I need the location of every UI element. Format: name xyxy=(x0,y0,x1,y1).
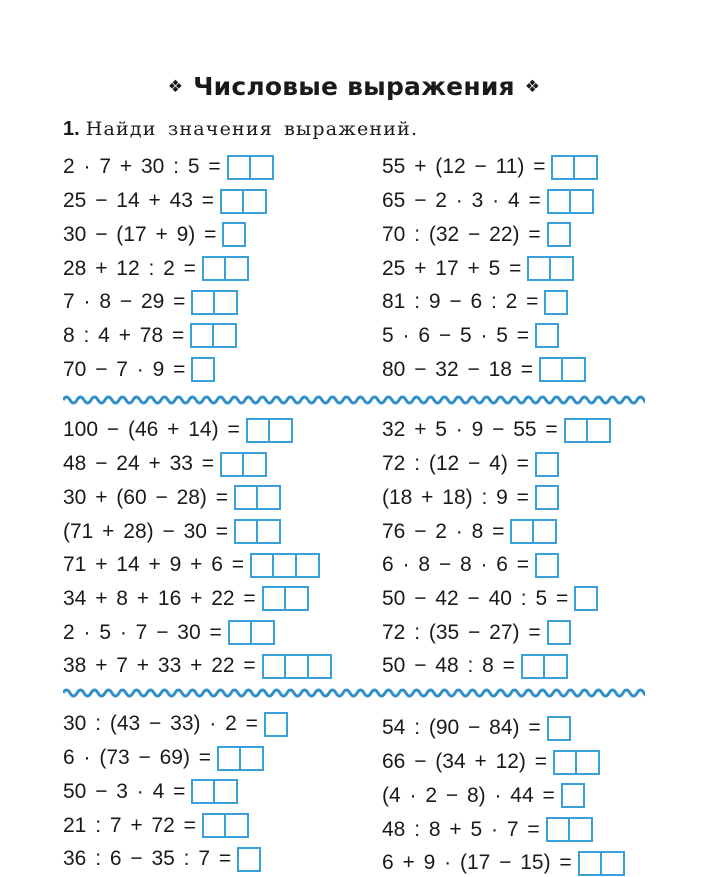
answer-digit-box[interactable] xyxy=(244,189,267,214)
expression-text: 8 : 4 + 78 = xyxy=(63,323,185,347)
answer-digit-box[interactable] xyxy=(220,189,244,214)
answer-digit-box[interactable] xyxy=(228,620,252,645)
expression-row xyxy=(382,849,625,877)
expression-text: 21 : 7 + 72 = xyxy=(63,813,196,837)
answer-boxes xyxy=(539,357,586,382)
expression-row xyxy=(382,187,594,215)
answer-boxes xyxy=(262,586,309,611)
answer-digit-box[interactable] xyxy=(545,654,568,679)
expression-row xyxy=(63,187,267,215)
answer-digit-box[interactable] xyxy=(202,813,226,838)
expression-row xyxy=(382,483,559,511)
expression-text: 30 + (60 − 28) = xyxy=(63,485,229,509)
expression-text: 80 − 32 − 18 = xyxy=(382,357,534,381)
answer-boxes xyxy=(547,222,571,247)
answer-boxes xyxy=(574,586,598,611)
diamond-ornament-icon: ❖ xyxy=(167,77,184,97)
wave-divider xyxy=(63,686,645,700)
expression-row xyxy=(63,777,238,805)
answer-boxes xyxy=(202,256,249,281)
answer-digit-box[interactable] xyxy=(258,485,281,510)
task-heading xyxy=(63,118,418,141)
answer-boxes xyxy=(222,222,246,247)
answer-digit-box[interactable] xyxy=(535,485,559,510)
answer-digit-box[interactable] xyxy=(237,847,261,872)
answer-boxes xyxy=(544,290,568,315)
expression-row xyxy=(382,517,557,545)
expression-text: 25 − 14 + 43 = xyxy=(63,189,215,213)
expression-row xyxy=(63,585,309,613)
title-text: Числовые выражения xyxy=(193,72,515,101)
answer-digit-box[interactable] xyxy=(553,750,577,775)
answer-boxes xyxy=(220,452,267,477)
answer-digit-box[interactable] xyxy=(258,519,281,544)
answer-boxes xyxy=(578,851,625,876)
answer-digit-box[interactable] xyxy=(191,779,215,804)
answer-boxes xyxy=(547,620,571,645)
answer-digit-box[interactable] xyxy=(551,155,575,180)
answer-digit-box[interactable] xyxy=(535,452,559,477)
expression-row xyxy=(382,322,559,350)
answer-digit-box[interactable] xyxy=(241,746,264,771)
answer-digit-box[interactable] xyxy=(202,256,226,281)
answer-digit-box[interactable] xyxy=(563,357,586,382)
answer-boxes xyxy=(191,779,238,804)
expression-text: 30 − (17 + 9) = xyxy=(63,222,217,246)
answer-digit-box[interactable] xyxy=(551,256,574,281)
answer-digit-box[interactable] xyxy=(539,357,563,382)
expression-row xyxy=(63,517,281,545)
answer-boxes xyxy=(551,155,598,180)
expression-row xyxy=(63,483,281,511)
expression-text: 76 − 2 · 8 = xyxy=(382,519,505,543)
expression-text: 72 : (35 − 27) = xyxy=(382,620,541,644)
answer-digit-box[interactable] xyxy=(309,654,332,679)
answer-boxes xyxy=(202,813,249,838)
answer-digit-box[interactable] xyxy=(274,553,297,578)
wave-divider xyxy=(63,393,645,407)
expression-row xyxy=(382,585,598,613)
expression-row xyxy=(63,450,267,478)
expression-text: 30 : (43 − 33) · 2 = xyxy=(63,712,258,736)
expression-text: 6 + 9 · (17 − 15) = xyxy=(382,851,572,875)
answer-digit-box[interactable] xyxy=(578,851,602,876)
answer-digit-box[interactable] xyxy=(561,783,585,808)
expression-row xyxy=(382,450,559,478)
expression-row xyxy=(63,322,237,350)
answer-digit-box[interactable] xyxy=(234,485,258,510)
answer-digit-box[interactable] xyxy=(535,553,559,578)
expression-row xyxy=(382,254,574,282)
expression-text: 5 · 6 − 5 · 5 = xyxy=(382,323,530,347)
expression-row xyxy=(382,220,571,248)
expression-text: 70 : (32 − 22) = xyxy=(382,222,541,246)
expression-row xyxy=(63,710,288,738)
answer-digit-box[interactable] xyxy=(286,586,309,611)
answer-digit-box[interactable] xyxy=(250,553,274,578)
answer-digit-box[interactable] xyxy=(602,851,625,876)
expression-text: 72 : (12 − 4) = xyxy=(382,452,529,476)
expression-text: 34 + 8 + 16 + 22 = xyxy=(63,586,256,610)
expression-row xyxy=(63,254,249,282)
expression-text: (4 · 2 − 8) · 44 = xyxy=(382,783,555,807)
expression-row xyxy=(382,781,585,809)
answer-digit-box[interactable] xyxy=(546,817,570,842)
expression-text: 54 : (90 − 84) = xyxy=(382,716,541,740)
answer-digit-box[interactable] xyxy=(220,452,244,477)
expression-text: 50 − 48 : 8 = xyxy=(382,654,515,678)
answer-digit-box[interactable] xyxy=(521,654,545,679)
answer-digit-box[interactable] xyxy=(191,357,215,382)
expression-text: 48 − 24 + 33 = xyxy=(63,452,215,476)
expression-text: 71 + 14 + 9 + 6 = xyxy=(63,553,244,577)
answer-boxes xyxy=(535,553,559,578)
answer-boxes xyxy=(190,323,237,348)
answer-boxes xyxy=(535,485,559,510)
expression-text: (18 + 18) : 9 = xyxy=(382,485,529,509)
answer-digit-box[interactable] xyxy=(577,750,600,775)
expression-text: 38 + 7 + 33 + 22 = xyxy=(63,654,256,678)
answer-boxes xyxy=(553,750,600,775)
answer-digit-box[interactable] xyxy=(217,746,241,771)
answer-digit-box[interactable] xyxy=(588,418,611,443)
expression-text: 66 − (34 + 12) = xyxy=(382,750,548,774)
answer-digit-box[interactable] xyxy=(571,189,594,214)
answer-digit-box[interactable] xyxy=(234,519,258,544)
answer-boxes xyxy=(217,746,264,771)
answer-digit-box[interactable] xyxy=(270,418,293,443)
answer-digit-box[interactable] xyxy=(264,712,288,737)
expression-row xyxy=(382,714,571,742)
expression-row xyxy=(382,416,611,444)
answer-boxes xyxy=(561,783,585,808)
answer-digit-box[interactable] xyxy=(226,813,249,838)
answer-digit-box[interactable] xyxy=(570,817,593,842)
answer-digit-box[interactable] xyxy=(535,323,559,348)
answer-digit-box[interactable] xyxy=(246,418,270,443)
expression-text: 6 · (73 − 69) = xyxy=(63,746,212,770)
expression-text: 2 · 5 · 7 − 30 = xyxy=(63,620,222,644)
answer-boxes xyxy=(546,817,593,842)
expression-row xyxy=(63,416,293,444)
expression-row xyxy=(63,355,215,383)
expression-row xyxy=(63,618,275,646)
expression-row xyxy=(63,845,261,873)
answer-digit-box[interactable] xyxy=(510,519,534,544)
expression-text: 7 · 8 − 29 = xyxy=(63,290,186,314)
expression-text: 70 − 7 · 9 = xyxy=(63,357,186,381)
expression-text: 6 · 8 − 8 · 6 = xyxy=(382,553,530,577)
answer-boxes xyxy=(547,189,594,214)
expression-text: 25 + 17 + 5 = xyxy=(382,256,522,280)
expression-row xyxy=(382,551,559,579)
expression-text: (71 + 28) − 30 = xyxy=(63,519,229,543)
expression-row xyxy=(382,153,598,181)
answer-boxes xyxy=(234,519,281,544)
answer-digit-box[interactable] xyxy=(527,256,551,281)
expression-row xyxy=(63,811,249,839)
expression-text: 50 − 42 − 40 : 5 = xyxy=(382,586,569,610)
expression-text: 55 + (12 − 11) = xyxy=(382,155,546,179)
task-instruction: Найди значения выражений. xyxy=(85,118,419,140)
answer-digit-box[interactable] xyxy=(190,323,214,348)
answer-digit-box[interactable] xyxy=(574,586,598,611)
answer-boxes xyxy=(535,452,559,477)
answer-boxes xyxy=(535,323,559,348)
answer-digit-box[interactable] xyxy=(544,290,568,315)
answer-digit-box[interactable] xyxy=(297,553,320,578)
expression-text: 100 − (46 + 14) = xyxy=(63,418,240,442)
expression-row xyxy=(63,220,246,248)
expression-row xyxy=(63,744,264,772)
task-number: 1. xyxy=(63,118,80,140)
expression-text: 32 + 5 · 9 − 55 = xyxy=(382,418,558,442)
expression-row xyxy=(382,288,568,316)
answer-boxes xyxy=(234,485,281,510)
answer-digit-box[interactable] xyxy=(215,779,238,804)
expression-text: 28 + 12 : 2 = xyxy=(63,256,196,280)
answer-boxes xyxy=(262,654,332,679)
answer-boxes xyxy=(191,357,215,382)
expression-row xyxy=(63,652,332,680)
answer-digit-box[interactable] xyxy=(252,620,275,645)
expression-row xyxy=(63,551,320,579)
answer-digit-box[interactable] xyxy=(286,654,309,679)
answer-digit-box[interactable] xyxy=(227,155,251,180)
answer-digit-box[interactable] xyxy=(534,519,557,544)
answer-digit-box[interactable] xyxy=(564,418,588,443)
expression-row xyxy=(382,618,571,646)
answer-digit-box[interactable] xyxy=(262,586,286,611)
answer-boxes xyxy=(264,712,288,737)
answer-boxes xyxy=(246,418,293,443)
answer-digit-box[interactable] xyxy=(215,290,238,315)
answer-digit-box[interactable] xyxy=(214,323,237,348)
answer-digit-box[interactable] xyxy=(222,222,246,247)
answer-boxes xyxy=(521,654,568,679)
answer-boxes xyxy=(250,553,320,578)
answer-digit-box[interactable] xyxy=(575,155,598,180)
answer-digit-box[interactable] xyxy=(547,716,571,741)
expression-row xyxy=(382,652,568,680)
expression-text: 81 : 9 − 6 : 2 = xyxy=(382,290,539,314)
answer-digit-box[interactable] xyxy=(547,222,571,247)
answer-digit-box[interactable] xyxy=(547,189,571,214)
answer-boxes xyxy=(191,290,238,315)
expression-text: 36 : 6 − 35 : 7 = xyxy=(63,847,232,871)
page-title xyxy=(0,72,708,101)
answer-digit-box[interactable] xyxy=(244,452,267,477)
expression-row xyxy=(382,748,600,776)
answer-boxes xyxy=(510,519,557,544)
answer-boxes xyxy=(227,155,274,180)
wave-line xyxy=(63,690,645,696)
answer-digit-box[interactable] xyxy=(262,654,286,679)
diamond-ornament-icon: ❖ xyxy=(524,77,541,97)
answer-boxes xyxy=(237,847,261,872)
expression-row xyxy=(63,153,274,181)
expression-row xyxy=(382,355,586,383)
answer-boxes xyxy=(220,189,267,214)
answer-digit-box[interactable] xyxy=(226,256,249,281)
wave-line xyxy=(63,397,645,403)
answer-digit-box[interactable] xyxy=(251,155,274,180)
answer-boxes xyxy=(228,620,275,645)
expression-row xyxy=(63,288,238,316)
expression-text: 65 − 2 · 3 · 4 = xyxy=(382,189,541,213)
expression-text: 50 − 3 · 4 = xyxy=(63,779,186,803)
answer-digit-box[interactable] xyxy=(547,620,571,645)
expression-text: 2 · 7 + 30 : 5 = xyxy=(63,155,221,179)
expression-row xyxy=(382,815,593,843)
answer-boxes xyxy=(564,418,611,443)
answer-digit-box[interactable] xyxy=(191,290,215,315)
answer-boxes xyxy=(547,716,571,741)
expression-text: 48 : 8 + 5 · 7 = xyxy=(382,817,540,841)
answer-boxes xyxy=(527,256,574,281)
